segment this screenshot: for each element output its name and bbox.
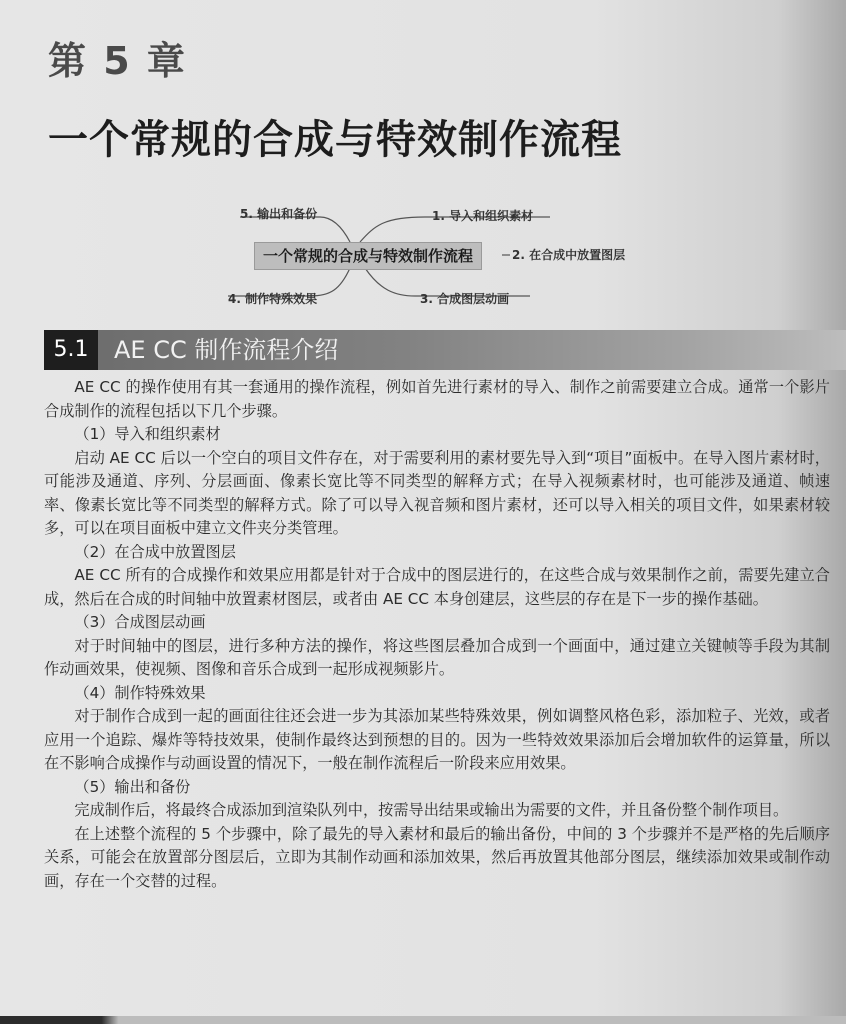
mindmap-node-effects: 4. 制作特殊效果 (228, 292, 318, 306)
step-paragraph: 启动 AE CC 后以一个空白的项目文件存在，对于需要利用的素材要先导入到“项目”面板中。在导入图片素材时，可能涉及通道、序列、分层画面、像素长宽比等不同类型的解释方式；在导入视频素材时，也可能涉及通道、帧速率、像素长宽比等不同类型的解释方式。除了可以导入视音频和图片素材，还可以导入相关的项目文件，如果素材较多，可以在项目面板中建立文件夹分类管理。 (44, 448, 830, 537)
conclusion-paragraph: 在上述整个流程的 5 个步骤中，除了最先的导入素材和最后的输出备份，中间的 3 个步骤并不是严格的先后顺序关系，可能会在放置部分图层后，立即为其制作动画和添加效果，然后再放置其他部分图层，继续添加效果或制作动画，存在一个交替的过程。 (44, 824, 830, 890)
chapter-mindmap (200, 195, 660, 315)
mindmap-center: 一个常规的合成与特效制作流程 (254, 242, 482, 270)
step-paragraph: 对于制作合成到一起的画面往往还会进一步为其添加某些特殊效果，例如调整风格色彩，添加粒子、光效，或者应用一个追踪、爆炸等特技效果，使制作最终达到预想的目的。因为一些特效效果添加后会增加软件的运算量，所以在不影响合成操作与动画设置的情况下，一般在制作流程后一阶段来应用效果。 (44, 707, 830, 772)
mindmap-node-animation: 3. 合成图层动画 (420, 292, 510, 306)
intro-paragraph: AE CC 的操作使用有其一套通用的操作流程，例如首先进行素材的导入、制作之前需要建立合成。通常一个影片合成制作的流程包括以下几个步骤。 (44, 378, 830, 420)
chapter-label: 第 5 章 (48, 39, 187, 83)
step-paragraph: 完成制作后，将最终合成添加到渲染队列中，按需导出结果或输出为需要的文件，并且备份整个制作项目。 (74, 801, 789, 819)
section-number: 5.1 (44, 330, 98, 370)
body-text (44, 376, 830, 893)
step-heading: （5）输出和备份 (74, 777, 191, 796)
step-heading: （1）导入和组织素材 (74, 425, 221, 443)
step-heading: （3）合成图层动画 (74, 613, 206, 631)
step-paragraph: 对于时间轴中的图层，进行多种方法的操作，将这些图层叠加合成到一个画面中，通过建立关键帧等手段为其制作动画效果，使视频、图像和音乐合成到一起形成视频影片。 (44, 636, 830, 678)
mindmap-node-place-layers: 2. 在合成中放置图层 (512, 248, 626, 262)
page-bottom-rule (0, 1016, 846, 1024)
step-heading: （4）制作特殊效果 (74, 683, 206, 702)
step-heading: （2）在合成中放置图层 (74, 542, 236, 561)
section-heading-bar (44, 330, 846, 370)
step-paragraph: AE CC 所有的合成操作和效果应用都是针对于合成中的图层进行的，在这些合成与效果制作之前，需要先建立合成，然后在合成的时间轴中放置素材图层，或者由 AE CC 本身创建层，这些层的存在是下一步的操作基础。 (44, 566, 830, 608)
section-title: AE CC 制作流程介绍 (114, 336, 339, 364)
chapter-title: 一个常规的合成与特效制作流程 (48, 117, 622, 163)
mindmap-node-output: 5. 输出和备份 (240, 207, 318, 221)
mindmap-node-import: 1. 导入和组织素材 (432, 209, 534, 223)
